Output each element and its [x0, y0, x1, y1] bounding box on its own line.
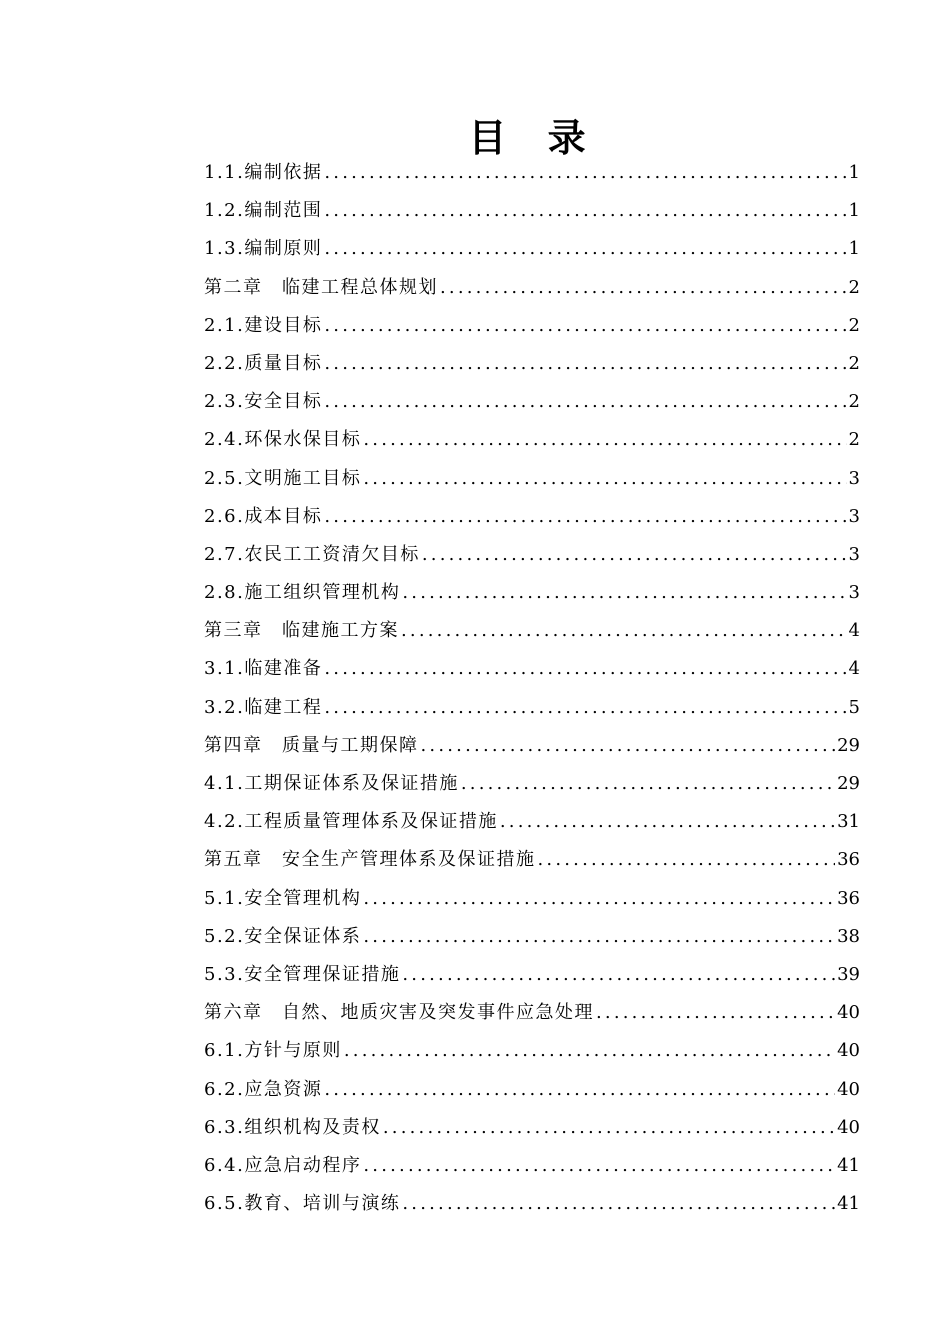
toc-leader-dots	[324, 650, 846, 688]
toc-entry-label: 2.6.成本目标	[204, 505, 323, 527]
toc-entry-page-number: 1	[848, 200, 860, 222]
toc-entry-page-number: 4	[848, 620, 860, 642]
toc-entry-label: 1.1.编制依据	[204, 162, 323, 183]
toc-entry[interactable]	[204, 689, 860, 727]
toc-entry-page-number: 38	[837, 925, 860, 947]
toc-leader-dots	[402, 574, 846, 612]
toc-entry-label: 6.4.应急启动程序	[204, 1154, 362, 1176]
toc-entry-page-number: 1	[848, 238, 860, 260]
toc-entry-label: 2.1.建设目标	[204, 314, 323, 336]
toc-entry[interactable]	[204, 956, 860, 994]
toc-entry[interactable]	[204, 460, 860, 498]
table-of-contents	[204, 154, 860, 1223]
toc-leader-dots	[596, 994, 835, 1032]
toc-entry-page-number: 41	[837, 1154, 860, 1176]
toc-entry-page-number: 2	[848, 314, 860, 336]
toc-leader-dots	[461, 765, 835, 803]
toc-entry-label: 3.2.临建工程	[204, 696, 323, 718]
toc-entry-page-number: 36	[837, 887, 860, 909]
toc-entry-page-number: 31	[837, 811, 860, 833]
toc-leader-dots	[402, 956, 835, 994]
toc-entry-page-number: 29	[837, 734, 860, 756]
toc-entry-label: 6.3.组织机构及责权	[204, 1116, 381, 1138]
toc-entry-page-number: 40	[837, 1116, 860, 1138]
toc-entry-label: 6.5.教育、培训与演练	[204, 1193, 401, 1215]
toc-entry-label: 5.1.安全管理机构	[204, 887, 362, 909]
toc-leader-dots	[383, 1109, 835, 1147]
toc-entry-label: 第三章 临建施工方案	[204, 620, 399, 642]
toc-entry[interactable]	[204, 612, 860, 650]
toc-leader-dots	[363, 460, 846, 498]
toc-entry[interactable]	[204, 880, 860, 918]
toc-leader-dots	[363, 421, 846, 459]
toc-entry-label: 4.2.工程质量管理体系及保证措施	[204, 811, 498, 833]
toc-entry[interactable]	[204, 536, 860, 574]
toc-entry-label: 2.8.施工组织管理机构	[204, 582, 401, 604]
toc-leader-dots	[402, 1185, 835, 1223]
toc-entry[interactable]	[204, 1185, 860, 1223]
toc-entry[interactable]	[204, 727, 860, 765]
toc-entry[interactable]	[204, 421, 860, 459]
toc-leader-dots	[363, 1147, 835, 1185]
toc-leader-dots	[422, 536, 847, 574]
toc-entry-label: 1.2.编制范围	[204, 200, 323, 222]
toc-entry[interactable]	[204, 1109, 860, 1147]
toc-entry-page-number: 40	[837, 1078, 860, 1100]
toc-leader-dots	[324, 230, 846, 268]
toc-entry[interactable]	[204, 230, 860, 268]
toc-leader-dots	[324, 383, 846, 421]
toc-leader-dots	[324, 345, 846, 383]
toc-leader-dots	[324, 192, 846, 230]
toc-entry-label: 2.7.农民工工资清欠目标	[204, 543, 420, 565]
toc-entry-label: 4.1.工期保证体系及保证措施	[204, 773, 459, 794]
toc-leader-dots	[363, 880, 835, 918]
toc-entry-label: 第二章 临建工程总体规划	[204, 276, 438, 298]
toc-leader-dots	[324, 689, 846, 727]
toc-entry-label: 6.1.方针与原则	[204, 1040, 342, 1062]
toc-leader-dots	[500, 803, 835, 841]
toc-entry-page-number: 41	[837, 1193, 860, 1215]
toc-entry-label: 6.2.应急资源	[204, 1078, 323, 1100]
toc-entry-page-number: 40	[837, 1002, 860, 1024]
toc-entry[interactable]	[204, 650, 860, 688]
toc-entry-label: 1.3.编制原则	[204, 238, 323, 260]
toc-entry-label: 5.2.安全保证体系	[204, 925, 362, 947]
toc-leader-dots	[538, 841, 836, 879]
toc-entry-page-number: 2	[848, 429, 860, 451]
toc-entry[interactable]	[204, 307, 860, 345]
toc-entry-label: 5.3.安全管理保证措施	[204, 963, 401, 985]
toc-entry[interactable]	[204, 841, 860, 879]
toc-leader-dots	[324, 307, 846, 345]
toc-entry-label: 第六章 自然、地质灾害及突发事件应急处理	[204, 1002, 594, 1024]
toc-entry-page-number: 36	[837, 849, 860, 871]
toc-leader-dots	[363, 918, 835, 956]
toc-leader-dots	[324, 1071, 835, 1109]
toc-entry-label: 第五章 安全生产管理体系及保证措施	[204, 849, 536, 871]
toc-leader-dots	[440, 269, 847, 307]
toc-leader-dots	[324, 154, 846, 192]
toc-entry[interactable]	[204, 498, 860, 536]
toc-leader-dots	[324, 498, 846, 536]
toc-entry-page-number: 1	[848, 162, 860, 183]
toc-entry[interactable]	[204, 269, 860, 307]
toc-entry[interactable]	[204, 154, 860, 192]
toc-leader-dots	[401, 612, 847, 650]
toc-entry-page-number: 40	[837, 1040, 860, 1062]
toc-leader-dots	[421, 727, 836, 765]
toc-entry[interactable]	[204, 345, 860, 383]
toc-entry[interactable]	[204, 1071, 860, 1109]
toc-entry[interactable]	[204, 1032, 860, 1070]
toc-entry-page-number: 39	[837, 963, 860, 985]
toc-entry-label: 2.3.安全目标	[204, 391, 323, 413]
toc-entry-page-number: 2	[848, 352, 860, 374]
toc-entry-page-number: 2	[848, 391, 860, 413]
toc-entry-page-number: 29	[837, 773, 860, 794]
toc-entry-page-number: 4	[848, 658, 860, 680]
toc-entry-page-number: 3	[848, 505, 860, 527]
toc-entry-page-number: 3	[848, 543, 860, 565]
toc-entry[interactable]	[204, 1147, 860, 1185]
toc-entry-page-number: 3	[848, 467, 860, 489]
toc-entry[interactable]	[204, 192, 860, 230]
toc-entry-label: 第四章 质量与工期保障	[204, 734, 419, 756]
toc-title-text: 目 录	[468, 116, 600, 160]
toc-entry[interactable]	[204, 383, 860, 421]
toc-entry-label: 2.4.环保水保目标	[204, 429, 362, 451]
toc-entry[interactable]	[204, 574, 860, 612]
toc-entry-page-number: 2	[848, 276, 860, 298]
toc-entry[interactable]	[204, 765, 860, 803]
toc-entry-page-number: 5	[848, 696, 860, 718]
toc-entry-label: 2.2.质量目标	[204, 352, 323, 374]
toc-entry[interactable]	[204, 918, 860, 956]
toc-entry-page-number: 3	[848, 582, 860, 604]
toc-leader-dots	[344, 1032, 835, 1070]
toc-entry-label: 3.1.临建准备	[204, 658, 323, 680]
toc-entry[interactable]	[204, 803, 860, 841]
toc-entry[interactable]	[204, 994, 860, 1032]
toc-entry-label: 2.5.文明施工目标	[204, 467, 362, 489]
